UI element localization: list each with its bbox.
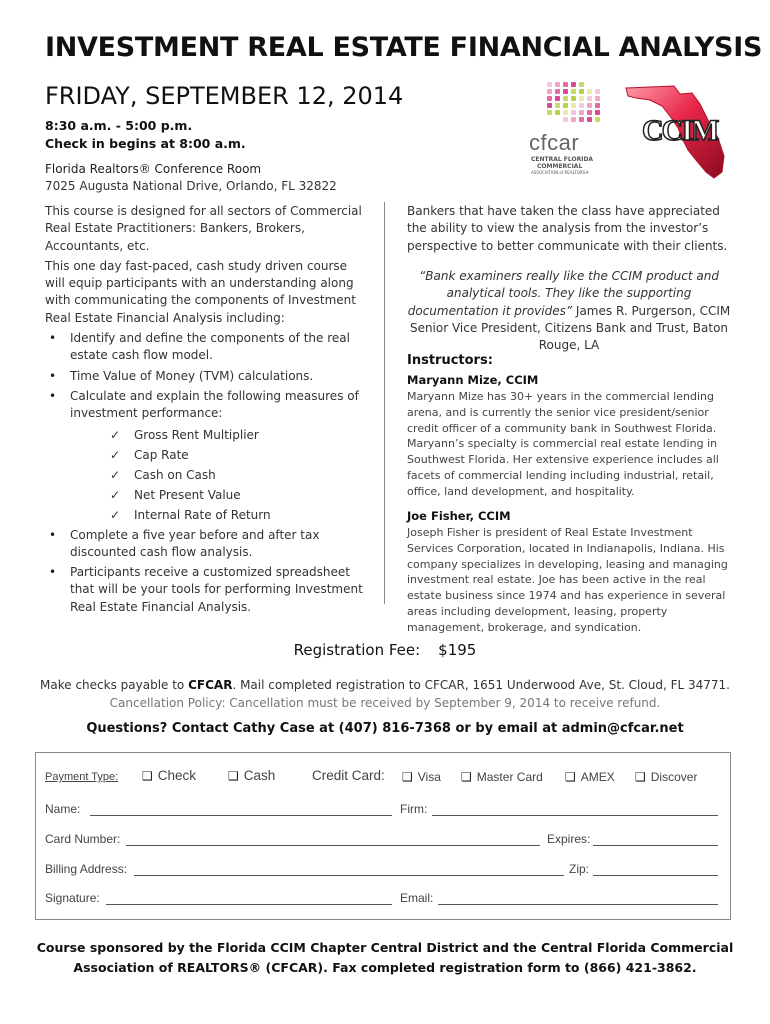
checkbox-icon[interactable]: ❑	[228, 769, 239, 783]
quote-attribution: James R. Purgerson, CCIM Senior Vice President, Citizens Bank and Trust, Baton Rouge, LA	[409, 303, 731, 353]
checkmark-icon: ✓	[110, 467, 121, 482]
logo-dot	[595, 117, 600, 122]
logo-dot	[587, 89, 592, 94]
measure-item	[110, 505, 370, 525]
checkbox-icon[interactable]: ❑	[635, 770, 646, 784]
email-label: Email:	[400, 891, 434, 905]
list-item: • Participants receive a customized spreadsheet that will be your tools for performing Investment Real Estate Financial Analysis.	[45, 564, 370, 616]
sponsor-line: Association of REALTORS® (CFCAR). Fax completed registration form to (866) 421-3862.	[73, 960, 697, 975]
cfcar-logo-tagline-3: ASSOCIATION of REALTORS®	[531, 170, 590, 175]
logo-dot	[595, 96, 600, 101]
cfcar-logo	[525, 80, 625, 180]
logo-dot	[571, 82, 576, 87]
logo-dot	[563, 89, 568, 94]
logo-dot	[563, 82, 568, 87]
measure-item	[110, 425, 370, 445]
instructor-bio: Joseph Fisher is president of Real Estate Investment Services Corporation, located in Indianapolis, Indiana. His company specializes in developing, leasing and managing investment real estate. Joe has been active in the real estate business since 1974 and has experience in several areas including development, leasing, property management, brokerage, and syndication.	[407, 526, 728, 634]
sponsor-footer	[0, 938, 770, 978]
zip-label: Zip:	[569, 862, 590, 876]
logo-dot	[547, 89, 552, 94]
logo-dot	[587, 117, 592, 122]
logo-dot	[587, 103, 592, 108]
payment-type-label: Payment Type:	[45, 771, 119, 783]
measure-label: Internal Rate of Return	[134, 507, 271, 522]
logo-dot	[563, 103, 568, 108]
measure-label: Gross Rent Multiplier	[134, 427, 259, 442]
signature-label: Signature:	[45, 891, 100, 905]
logo-dot	[555, 110, 560, 115]
logo-dot	[555, 96, 560, 101]
logo-dot	[579, 89, 584, 94]
contact-line: Questions? Contact Cathy Case at (407) 816-7368 or by email at admin@cfcar.net	[86, 721, 684, 736]
registration-fee-amount: $195	[438, 641, 477, 659]
billing-address-label: Billing Address:	[45, 862, 128, 876]
checkmark-icon: ✓	[110, 447, 121, 462]
signature-field[interactable]	[106, 904, 392, 905]
sponsor-line: Course sponsored by the Florida CCIM Chapter Central District and the Central Florida Commercial	[36, 940, 734, 955]
registration-form	[35, 752, 731, 920]
logo-dot	[547, 103, 552, 108]
checkmark-icon: ✓	[110, 427, 121, 442]
logo-dot	[571, 103, 576, 108]
course-intro-1: This course is designed for all sectors of Commercial Real Estate Practitioners: Bankers, Brokers, Accountants, etc.	[45, 204, 362, 253]
checkbox-icon[interactable]: ❑	[142, 769, 153, 783]
name-label: Name:	[45, 802, 81, 816]
event-date: FRIDAY, SEPTEMBER 12, 2014	[45, 82, 404, 110]
list-item: • Complete a five year before and after tax discounted cash flow analysis.	[45, 527, 370, 562]
measure-list	[110, 425, 370, 525]
payment-instructions-text: Make checks payable to	[40, 678, 189, 692]
measure-item	[110, 465, 370, 485]
logo-dot	[587, 110, 592, 115]
logo-dot	[579, 82, 584, 87]
ccim-logo-text: CCIM	[642, 114, 718, 147]
instructor-name: Maryann Mize, CCIM	[407, 373, 539, 387]
measure-label: Cap Rate	[134, 447, 189, 462]
venue-name: Florida Realtors® Conference Room	[45, 162, 262, 176]
logo-dot	[579, 117, 584, 122]
instructor-name: Joe Fisher, CCIM	[407, 509, 511, 523]
mastercard-option[interactable]	[461, 770, 543, 784]
checkin-time: Check in begins at 8:00 a.m.	[45, 136, 246, 151]
logo-dot	[555, 103, 560, 108]
checkbox-icon[interactable]: ❑	[565, 770, 576, 784]
logo-dot	[555, 82, 560, 87]
logo-dot	[563, 117, 568, 122]
bankers-testimonial: Bankers that have taken the class have appreciated the ability to view the analysis from the investor’s perspective to better communicate with their clients.	[407, 204, 728, 253]
card-number-field[interactable]	[126, 845, 540, 846]
visa-option-label: Visa	[417, 770, 441, 784]
venue-address: 7025 Augusta National Drive, Orlando, FL 32822	[45, 179, 337, 193]
list-item	[45, 388, 370, 525]
instructor-bio: Maryann Mize has 30+ years in the commercial lending arena, and is currently the senior vice president/senior credit officer of a community bank in Southwest Florida. Maryann’s specialty is commercial real estate lending in Southwest Florida. Her extensive experience includes all facets of commercial lending including industrial, retail, office, land development, and hospitality.	[407, 390, 719, 498]
expires-label: Expires:	[547, 832, 591, 846]
logo-dot	[555, 89, 560, 94]
cash-option[interactable]	[228, 768, 275, 783]
cash-option-label: Cash	[243, 768, 276, 783]
logo-dot	[587, 96, 592, 101]
event-time: 8:30 a.m. - 5:00 p.m.	[45, 118, 193, 133]
cancellation-policy: Cancellation Policy: Cancellation must be received by September 9, 2014 to receive refund.	[109, 696, 661, 710]
logo-dot	[547, 82, 552, 87]
logo-dot	[547, 110, 552, 115]
course-intro-2: This one day fast-paced, cash study driven course will equip participants with an understanding along with communicating the components of Investment Real Estate Financial Analysis including:	[45, 258, 356, 325]
checkmark-icon: ✓	[110, 487, 121, 502]
topic-list	[45, 330, 370, 616]
email-field[interactable]	[438, 904, 718, 905]
logo-dot	[571, 110, 576, 115]
credit-card-label: Credit Card:	[312, 768, 385, 783]
discover-option-label: Discover	[650, 770, 698, 784]
visa-option[interactable]	[402, 770, 441, 784]
registration-fee-label: Registration Fee:	[293, 641, 421, 659]
payment-instructions-text: . Mail completed registration to CFCAR, 1651 Underwood Ave, St. Cloud, FL 34771.	[232, 678, 730, 692]
expires-field[interactable]	[593, 845, 718, 846]
quote-text: “Bank examiners really like the CCIM product and analytical tools. They like the supporting documentation it provides”	[407, 269, 719, 318]
logo-dot	[563, 110, 568, 115]
logo-dot	[595, 89, 600, 94]
logo-dot	[571, 89, 576, 94]
firm-label: Firm:	[400, 802, 428, 816]
logo-dot	[563, 96, 568, 101]
logo-dot	[571, 96, 576, 101]
checkmark-icon: ✓	[110, 507, 121, 522]
list-item-text: Calculate and explain the following measures of investment performance:	[70, 388, 359, 421]
check-option[interactable]	[142, 768, 196, 783]
payee-name: CFCAR	[188, 678, 233, 692]
amex-option-label: AMEX	[580, 770, 615, 784]
measure-label: Cash on Cash	[134, 467, 216, 482]
payment-instructions	[0, 678, 770, 692]
instructors-heading: Instructors:	[407, 353, 493, 368]
banker-quote	[405, 268, 733, 354]
checkbox-icon[interactable]: ❑	[461, 770, 472, 784]
checkbox-icon[interactable]: ❑	[402, 770, 413, 784]
logo-dot	[547, 96, 552, 101]
logo-dot	[579, 103, 584, 108]
measure-label: Net Present Value	[134, 487, 241, 502]
list-item: • Time Value of Money (TVM) calculations.	[45, 368, 370, 385]
mastercard-option-label: Master Card	[476, 770, 543, 784]
discover-option[interactable]	[635, 770, 697, 784]
cfcar-logo-tagline-1: CENTRAL FLORIDA	[531, 156, 594, 163]
measure-item	[110, 445, 370, 465]
left-column	[45, 203, 370, 616]
measure-item	[110, 485, 370, 505]
billing-address-field[interactable]	[134, 875, 564, 876]
logo-dot	[579, 96, 584, 101]
cfcar-logo-wordmark: cfcar	[529, 130, 580, 155]
logo-dot	[571, 117, 576, 122]
firm-field[interactable]	[432, 815, 718, 816]
logo-dot	[579, 110, 584, 115]
cfcar-logo-tagline-2: COMMERCIAL	[537, 163, 583, 170]
document-title: INVESTMENT REAL ESTATE FINANCIAL ANALYSIS	[45, 32, 763, 63]
ccim-florida-logo	[622, 80, 730, 182]
registration-fee	[0, 641, 770, 659]
check-option-label: Check	[157, 768, 197, 783]
column-divider	[384, 202, 385, 604]
logo-dot	[595, 110, 600, 115]
amex-option[interactable]	[565, 770, 615, 784]
name-field[interactable]	[90, 815, 392, 816]
logo-dot	[595, 103, 600, 108]
card-number-label: Card Number:	[45, 832, 121, 846]
zip-field[interactable]	[593, 875, 718, 876]
list-item: • Identify and define the components of the real estate cash flow model.	[45, 330, 370, 365]
